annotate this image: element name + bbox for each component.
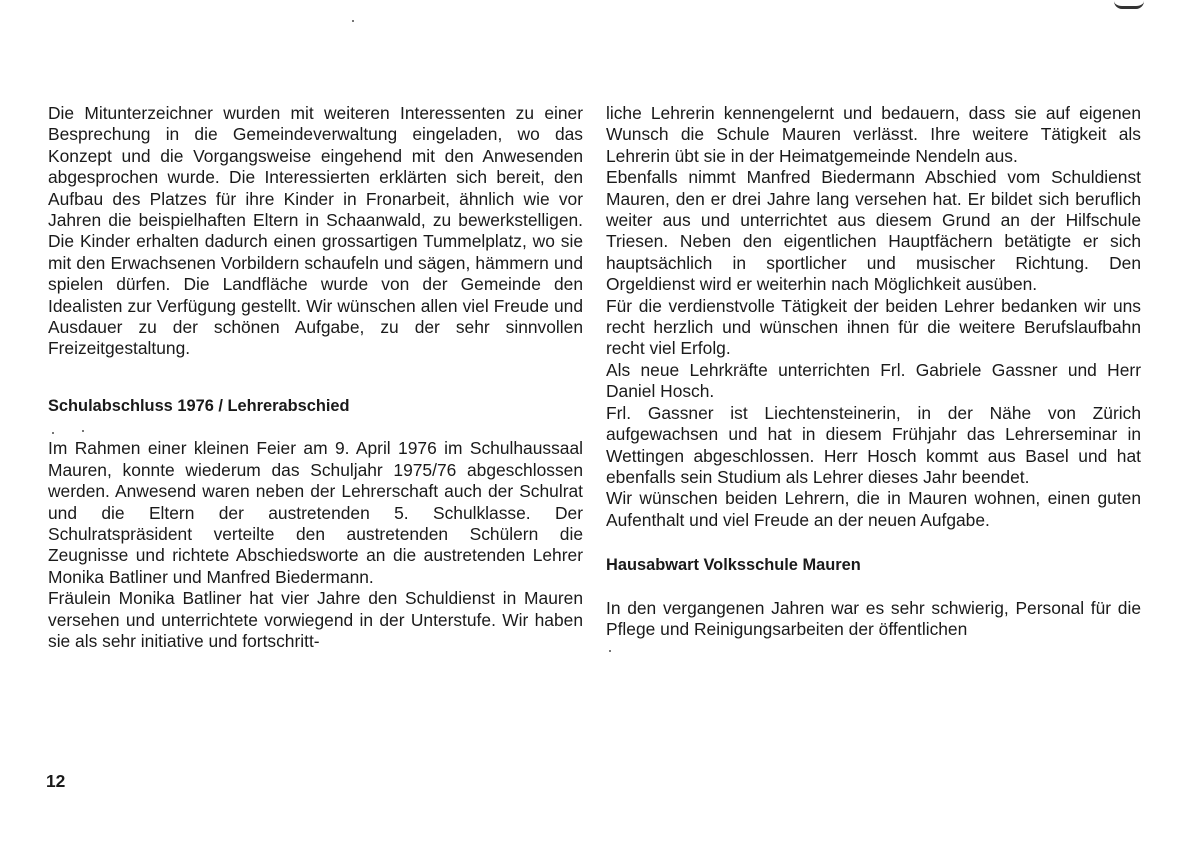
body-paragraph: Die Mitunterzeichner wurden mit weiteren Interessenten zu einer Besprechung in die Gemeindeverwaltung eingeladen, wo das Konzept und die Vorgangsweise eingehend mit den Anwesenden abgesprochen wurde. Die Interessierten erklärten sich bereit, den Aufbau des Platzes für ihre Kinder in Fronarbeit, ähnlich wie vor Jahren die beispielhaften Eltern in Schaanwald, zu bewerkstelligen. Die Kinder erhalten dadurch einen grossartigen Tummelplatz, wo sie mit den Erwachsenen Vorbildern schaufeln und sägen, hämmern und spielen dürfen. Die Landfläche wurde von der Gemeinde den Idealisten zur Verfügung gestellt. Wir wünschen allen viel Freude und Ausdauer zu der schönen Aufgabe, zu der sehr sinnvollen Freizeitgestaltung. <box>48 103 583 359</box>
body-paragraph: Wir wünschen beiden Lehrern, die in Mauren wohnen, einen guten Aufenthalt und viel Freude an der neuen Aufgabe. <box>606 488 1141 530</box>
body-paragraph: In den vergangenen Jahren war es sehr schwierig, Personal für die Pflege und Reinigungsarbeiten der öffentlichen <box>606 597 1141 639</box>
body-paragraph: Ebenfalls nimmt Manfred Biedermann Abschied vom Schuldienst Mauren, den er drei Jahre lang versehen hat. Er bildet sich beruflich weiter aus und unterrichtet aus diesem Grund an der Hilfschule Triesen. Neben den eigentlichen Hauptfächern betätigte er sich hauptsächlich in sportlicher und musischer Richtung. Den Orgeldienst wird er weiterhin nach Möglichkeit ausüben. <box>606 167 1141 295</box>
page-number: 12 <box>46 771 66 791</box>
section-heading-hausabwart: Hausabwart Volksschule Mauren <box>606 556 861 575</box>
body-paragraph: Für die verdienstvolle Tätigkeit der beiden Lehrer bedanken wir uns recht herzlich und wünschen ihnen für die weitere Berufslaufbahn recht viel Erfolg. <box>606 295 1141 359</box>
scan-corner-mark <box>1114 0 1144 9</box>
body-paragraph: Als neue Lehrkräfte unterrichten Frl. Gabriele Gassner und Herr Daniel Hosch. <box>606 359 1141 402</box>
scan-speck <box>609 650 611 652</box>
body-paragraph: liche Lehrerin kennengelernt und bedauern, dass sie auf eigenen Wunsch die Schule Mauren verlässt. Ihre weitere Tätigkeit als Lehrerin übt sie in der Heimatgemeinde Nendeln aus. <box>606 103 1141 166</box>
scan-speck <box>352 20 354 22</box>
section-heading-schulabschluss: Schulabschluss 1976 / Lehrerabschied <box>48 396 350 415</box>
body-paragraph: Fräulein Monika Batliner hat vier Jahre den Schuldienst in Mauren versehen und unterrichtete vorwiegend in der Unterstufe. Wir haben sie als sehr initiative und fortschritt- <box>48 588 583 651</box>
body-paragraph: Frl. Gassner ist Liechtensteinerin, in der Nähe von Zürich aufgewachsen und hat in diesem Frühjahr das Lehrerseminar in Wettingen abgeschlossen. Herr Hosch kommt aus Basel und hat ebenfalls sein Studium als Lehrer dieses Jahr beendet. <box>606 402 1141 487</box>
right-column <box>606 103 1141 640</box>
body-paragraph: Im Rahmen einer kleinen Feier am 9. April 1976 im Schulhaussaal Mauren, konnte wiederum das Schuljahr 1975/76 abgeschlossen werden. Anwesend waren neben der Lehrerschaft auch der Schulrat und die Eltern der austretenden 5. Schulklasse. Der Schulratspräsident verteilte den austretenden Schülern die Zeugnisse und richtete Abschiedsworte an die austretenden Lehrer Monika Batliner und Manfred Biedermann. <box>48 438 583 587</box>
left-column <box>48 103 583 652</box>
